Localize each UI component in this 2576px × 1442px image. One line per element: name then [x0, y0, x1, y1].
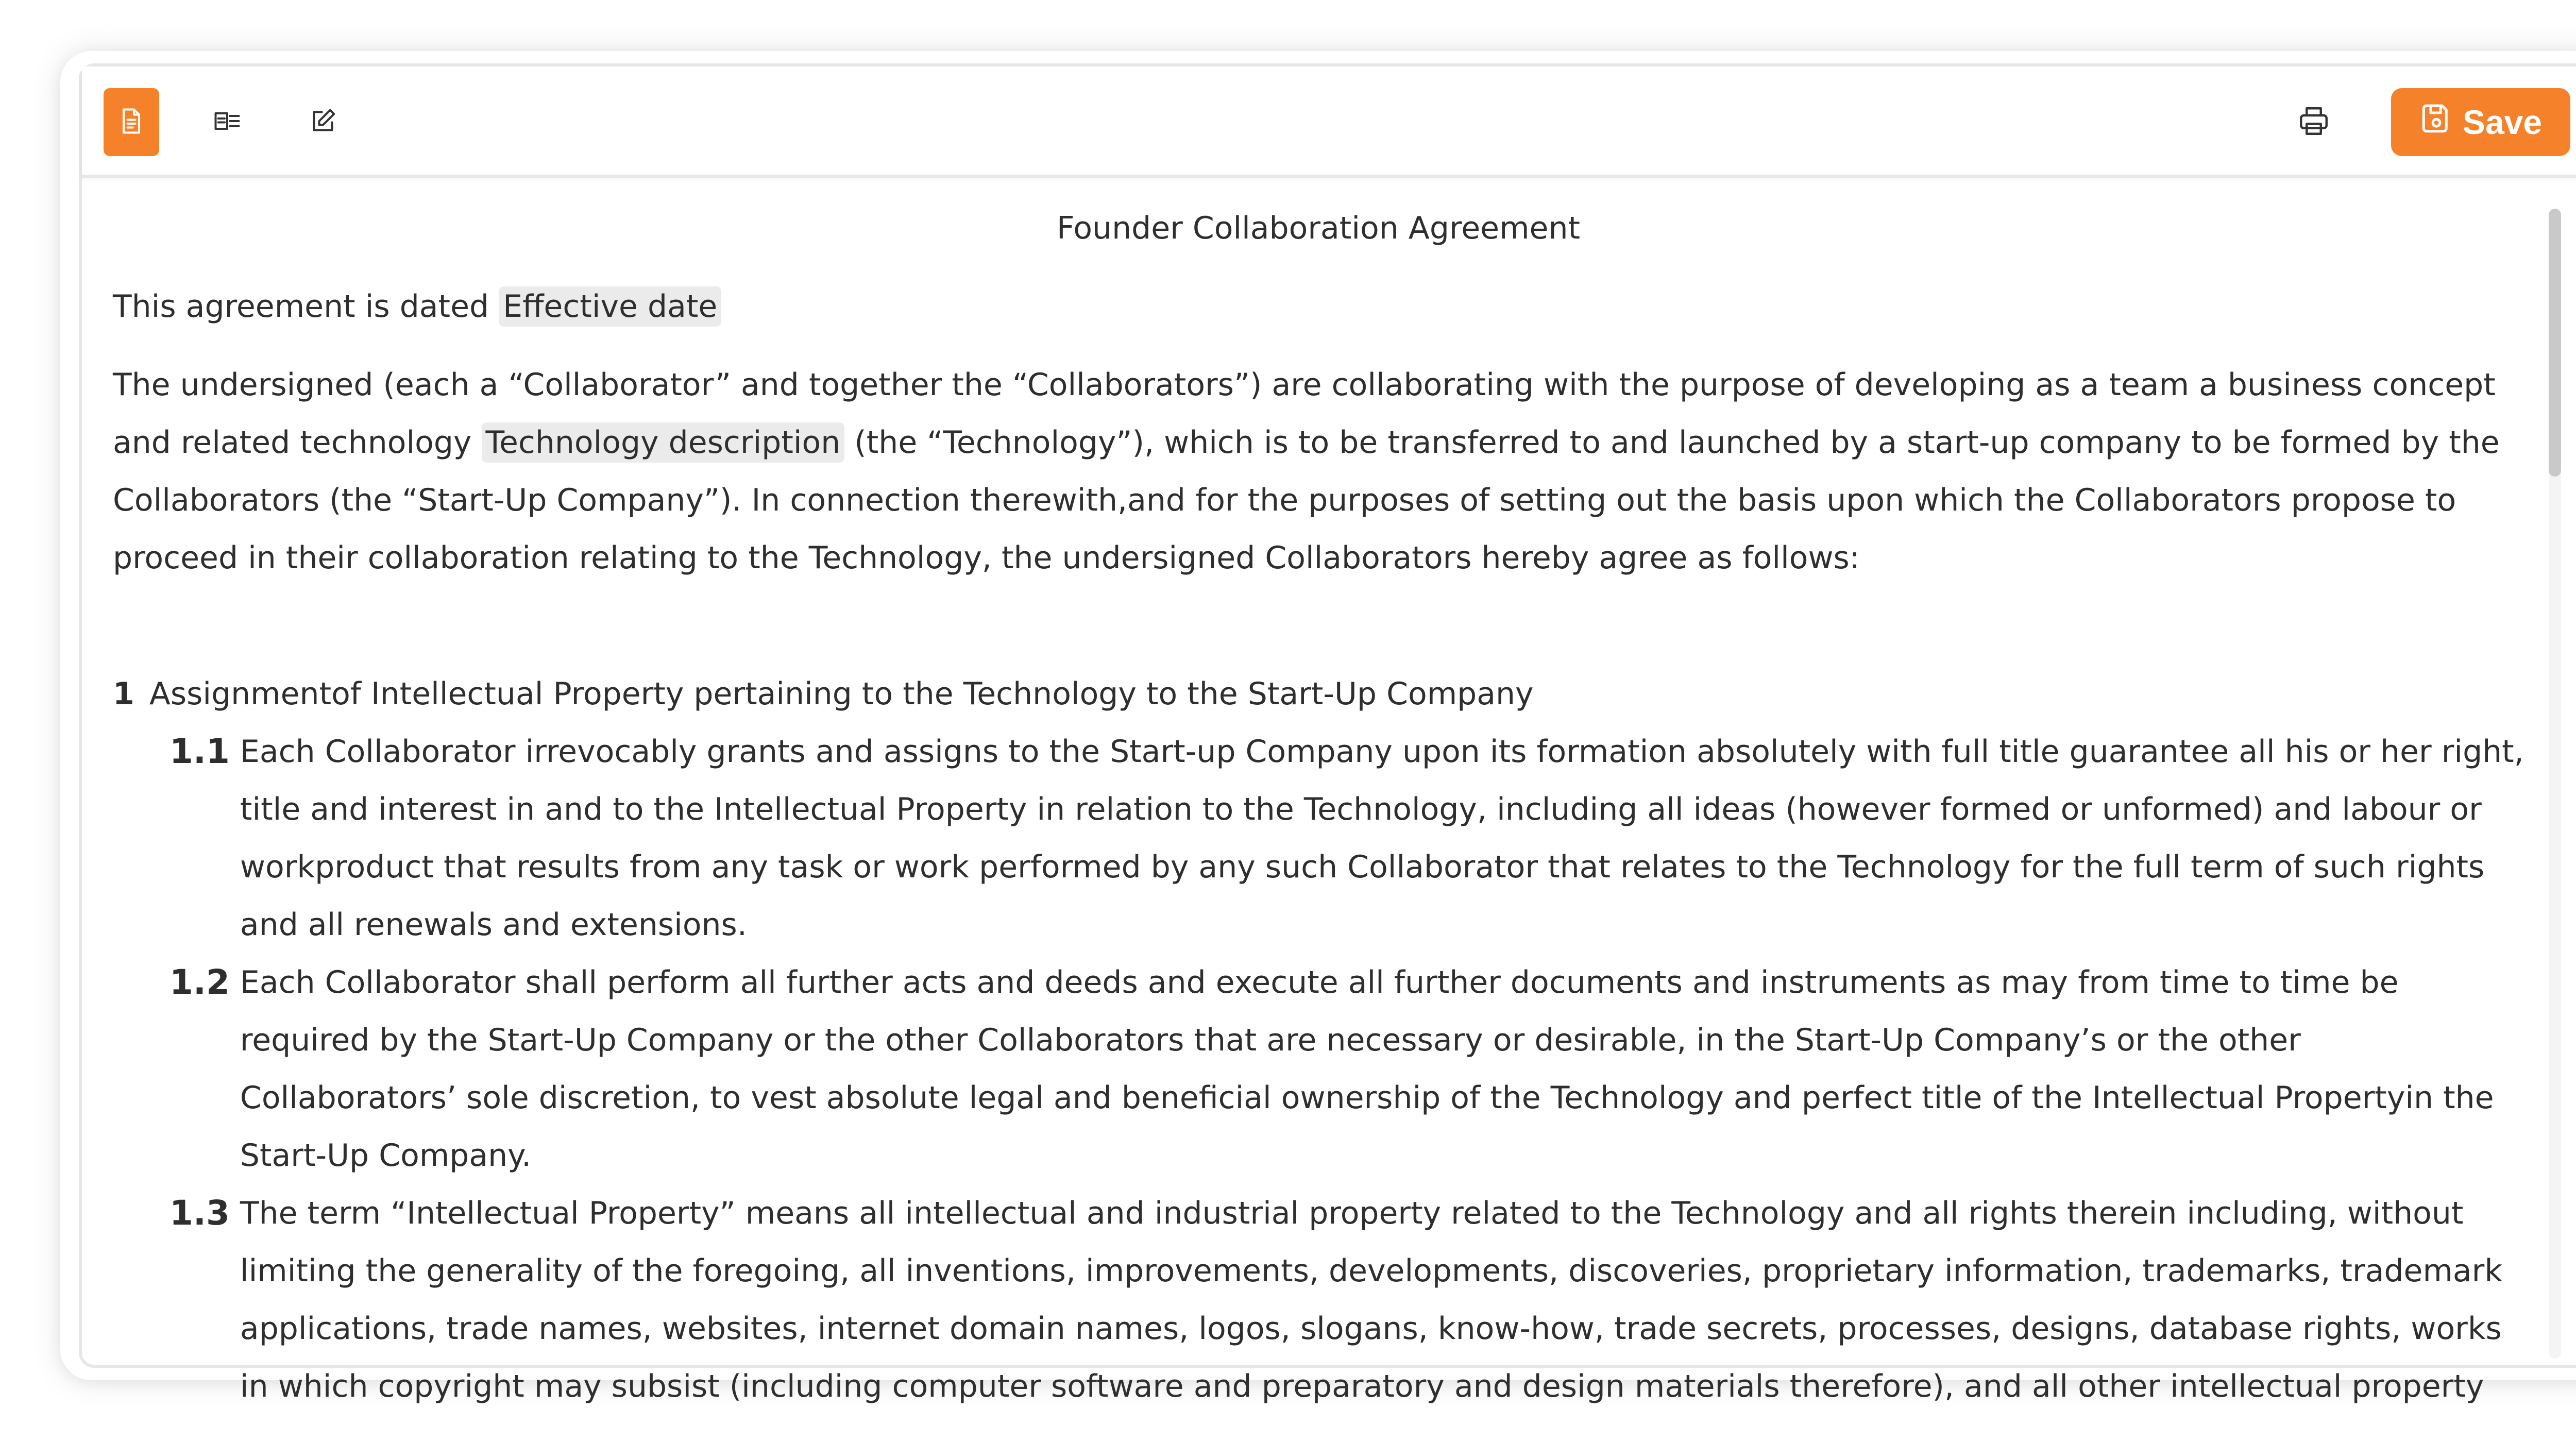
subsection-text: Each Collaborator shall perform all further acts and deeds and execute all further documents and instruments as may from time to time be required by the Start-Up Company or the other Collaborators that are necessary or desirable, in the Start-Up Company’s or the other Collaborators’ sole discretion, to vest absolute legal and beneficial ownership of the Technology and perfect title of the Intellectual Propertyin the Start-Up Company.	[240, 964, 2494, 1174]
section-heading	[113, 665, 2524, 723]
printer-icon	[2297, 104, 2331, 140]
section-title: Assignmentof Intellectual Property pertaining to the Technology to the Start-Up Company	[149, 676, 1534, 712]
subsection-number: 1.3	[170, 1193, 230, 1233]
subsection	[170, 954, 2524, 1184]
vertical-scrollbar[interactable]	[2549, 209, 2561, 1359]
subsection-number: 1.1	[170, 732, 230, 771]
technology-description-field[interactable]: Technology description	[482, 422, 845, 463]
effective-date-field[interactable]: Effective date	[499, 286, 721, 327]
intro-paragraph	[113, 356, 2524, 587]
document-list-icon	[212, 106, 243, 139]
subsection-text: The term “Intellectual Property” means all intellectual and industrial property related to the Technology and all rights therein including, without limiting the generality of the foregoing, all inventions, improvements, developments, discoveries, proprietary information, trademarks, trademark applications, trade names, websites, internet domain names, logos, slogans, know-how, trade secrets, processes, designs, database rights, works in which copyright may subsist (including computer software and preparatory and design materials therefore), and all other intellectual property	[240, 1195, 2503, 1404]
edit-view-button[interactable]	[295, 88, 351, 156]
scrollbar-thumb[interactable]	[2549, 209, 2561, 477]
print-button[interactable]	[2286, 94, 2342, 150]
toolbar	[82, 66, 2576, 178]
document-area[interactable]	[82, 178, 2576, 1404]
floppy-disk-icon	[2419, 101, 2463, 143]
save-button[interactable]	[2391, 88, 2570, 156]
subsection	[170, 723, 2524, 954]
subsection-text: Each Collaborator irrevocably grants and assigns to the Start-up Company upon its formation absolutely with full title guarantee all his or her right, title and interest in and to the Intellectual Property in relation to the Technology, including all ideas (however formed or unformed) and labour or workproduct that results from any task or work performed by any such Collaborator that relates to the Technology for the full term of such rights and all renewals and extensions.	[240, 734, 2524, 943]
editor-window	[60, 51, 2576, 1404]
dated-paragraph	[113, 278, 2524, 335]
subsection-number: 1.2	[170, 962, 230, 1002]
source-view-button[interactable]	[199, 88, 255, 156]
document-body	[113, 178, 2524, 1415]
dated-prefix: This agreement is dated	[113, 289, 489, 325]
save-label: Save	[2462, 103, 2543, 141]
pencil-square-icon	[308, 106, 338, 139]
document-icon	[116, 106, 147, 139]
document-title: Founder Collaboration Agreement	[1056, 210, 1581, 246]
editor-panel	[79, 63, 2576, 1404]
document-view-button[interactable]	[104, 88, 159, 156]
section-number: 1	[113, 676, 134, 712]
subsection	[170, 1184, 2524, 1415]
intro-text-part2: (the “Technology”), which is to be transferred to and launched by a start-up company to be formed by the Collaborators (the “Start-Up Company”). In connection therewith,and for the purposes of setting out the basis upon which the Collaborators propose to proceed in their collaboration relating to the Technology, the undersigned Collaborators hereby agree as follows:	[113, 425, 2500, 576]
intro-text-part1: The undersigned (each a “Collaborator” and together the “Collaborators”) are collaborating with the purpose of developing as a team a business concept and related technology	[113, 367, 2496, 461]
